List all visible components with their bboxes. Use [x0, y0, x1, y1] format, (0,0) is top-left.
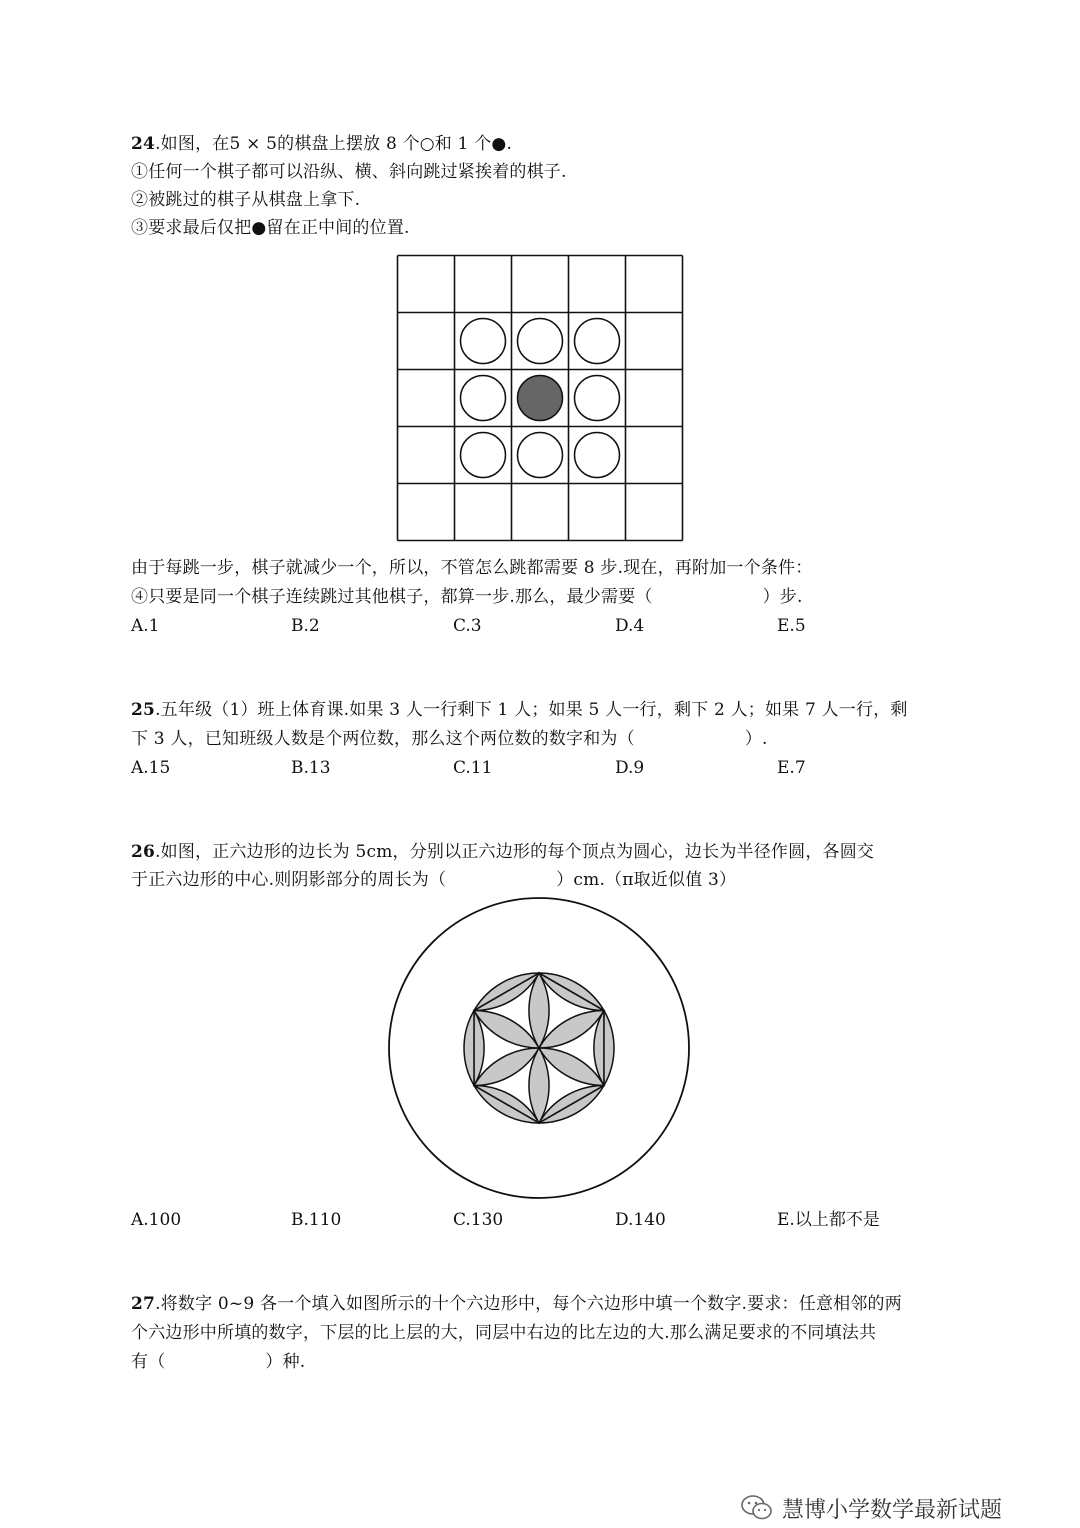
q26-option-a: A.100: [131, 1210, 182, 1230]
white-piece: [518, 433, 563, 478]
q27-line-3: [131, 1350, 305, 1374]
q25-line-1-text: .五年级（1）班上体育课.如果 3 人一行剩下 1 人；如果 5 人一行，剩下 2 人；如果 7 人一行，剩: [155, 700, 908, 720]
q25-number: 25: [131, 700, 156, 720]
q26-line-2a: 于正六边形的中心.则阴影部分的周长为（: [131, 870, 447, 890]
q24-rule-2: ②被跳过的棋子从棋盘上拿下.: [131, 190, 361, 210]
q24-number: 24: [131, 134, 156, 154]
white-piece: [461, 376, 506, 421]
q24-text-2: 由于每跳一步，棋子就减少一个，所以，不管怎么跳都需要 8 步.现在，再附加一个条件：: [131, 558, 813, 578]
q27-line-3b: ）种.: [265, 1352, 306, 1372]
q25-option-e: E.7: [777, 758, 806, 778]
q25-option-d: D.9: [615, 758, 645, 778]
q27-line-1-text: .将数字 0~9 各一个填入如图所示的十个六边形中，每个六边形中填一个数字.要求：任意相邻的两: [155, 1294, 902, 1314]
black-piece: [518, 376, 563, 421]
q25-line-2: [131, 727, 768, 751]
white-piece: [518, 319, 563, 364]
white-piece: [575, 376, 620, 421]
q26-option-b: B.110: [291, 1210, 342, 1230]
q26-line-2: [131, 868, 736, 892]
q24-rule-1: ①任何一个棋子都可以沿纵、横、斜向跳过紧挨着的棋子.: [131, 162, 567, 182]
white-piece: [575, 433, 620, 478]
q26-option-c: C.130: [453, 1210, 504, 1230]
watermark-text: 慧博小学数学最新试题: [782, 1497, 1003, 1523]
wechat-icon: [740, 1494, 774, 1522]
q24-option-a: A.1: [131, 616, 160, 636]
q24-stem: [131, 132, 512, 156]
q25-option-a: A.15: [131, 758, 171, 778]
q25-option-c: C.11: [453, 758, 493, 778]
q24-rule-3: ③要求最后仅把●留在正中间的位置.: [131, 218, 410, 238]
q24-option-b: B.2: [291, 616, 320, 636]
q26-option-e: E.以上都不是: [777, 1210, 880, 1230]
watermark: [740, 1488, 1002, 1528]
q27-number: 27: [131, 1294, 156, 1314]
white-piece: [461, 433, 506, 478]
white-piece: [461, 319, 506, 364]
q26-option-d: D.140: [615, 1210, 666, 1230]
q24-text-3a: ④只要是同一个棋子连续跳过其他棋子，都算一步.那么，最少需要（: [131, 587, 653, 607]
q26-line-1: [131, 840, 874, 864]
q26-line-2b: ）cm.（π取近似值 3）: [556, 870, 737, 890]
q24-stem-text: .如图，在5 × 5的棋盘上摆放 8 个○和 1 个●.: [155, 134, 513, 154]
q24-option-d: D.4: [615, 616, 645, 636]
q27-line-3a: 有（: [131, 1352, 166, 1372]
q26-number: 26: [131, 842, 156, 862]
q25-line-2a: 下 3 人，已知班级人数是个两位数，那么这个两位数的数字和为（: [131, 729, 635, 749]
q25-line-1: [131, 698, 908, 722]
q24-chess-board: [396, 254, 686, 544]
q24-text-3b: ）步.: [762, 587, 803, 607]
q25-line-2b: ）.: [744, 729, 768, 749]
q27-line-2: 个六边形中所填的数字，下层的比上层的大，同层中右边的比左边的大.那么满足要求的不同填法共: [131, 1323, 877, 1343]
q27-line-1: [131, 1292, 902, 1316]
q26-hexagon-flower-figure: [384, 893, 694, 1203]
q24-option-e: E.5: [777, 616, 806, 636]
q24-option-c: C.3: [453, 616, 482, 636]
q24-text-3: [131, 585, 803, 609]
white-piece: [575, 319, 620, 364]
q26-line-1-text: .如图，正六边形的边长为 5cm，分别以正六边形的每个顶点为圆心，边长为半径作圆，各圆交: [155, 842, 875, 862]
q25-option-b: B.13: [291, 758, 331, 778]
